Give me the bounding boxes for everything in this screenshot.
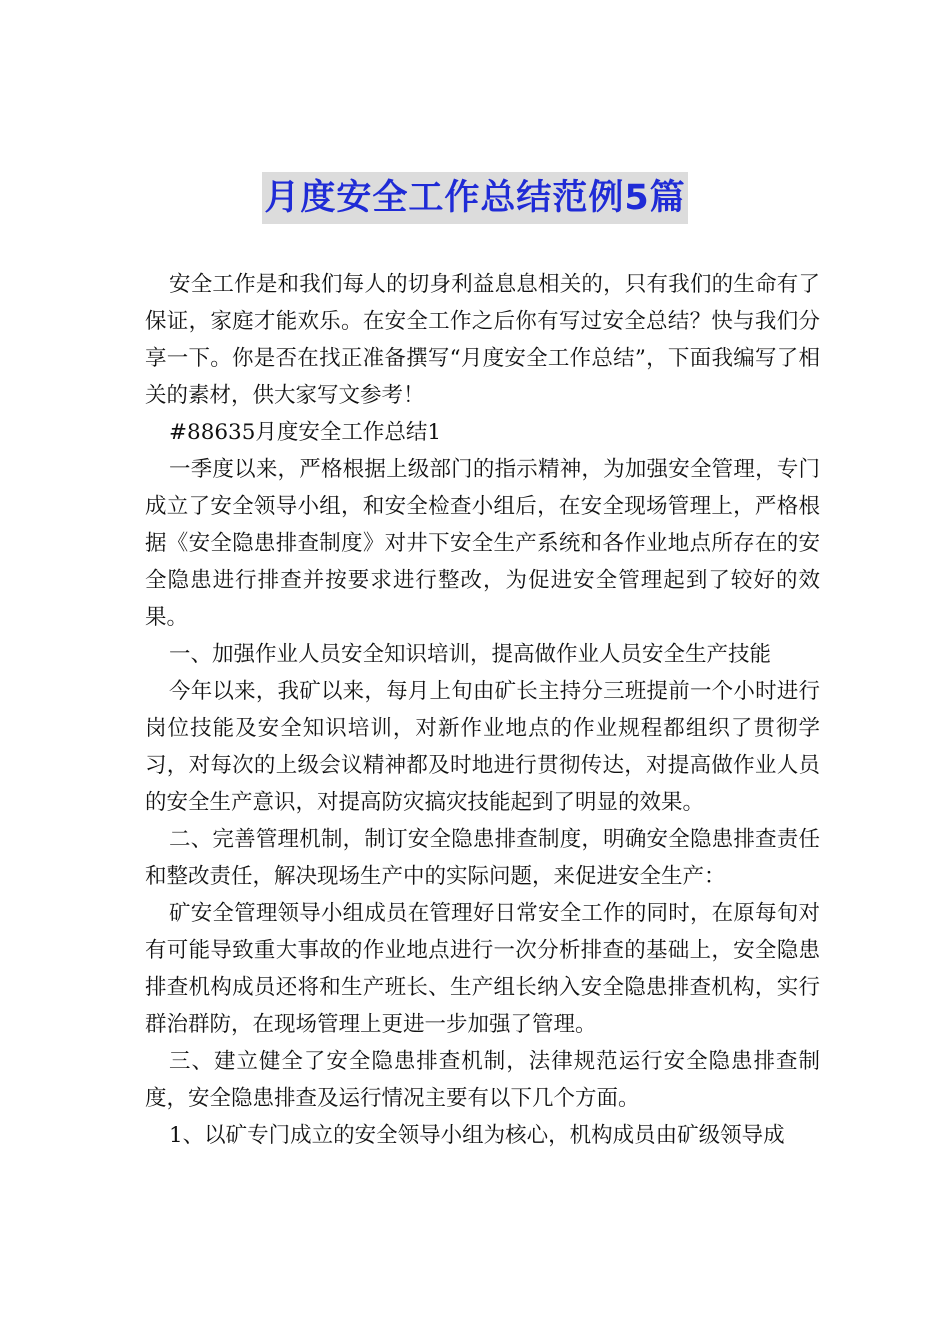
document-body — [145, 266, 820, 1154]
body-paragraph: 今年以来，我矿以来，每月上旬由矿长主持分三班提前一个小时进行岗位技能及安全知识培训，对新作业地点的作业规程都组织了贯彻学习，对每次的上级会议精神都及时地进行贯彻传达，对提高做作业人员的安全生产意识，对提高防灾搞灾技能起到了明显的效果。 — [145, 679, 820, 815]
list-item: 1、以矿专门成立的安全领导小组为核心，机构成员由矿级领导成 — [169, 1123, 785, 1148]
title-container — [0, 172, 950, 224]
intro-paragraph: 安全工作是和我们每人的切身利益息息相关的，只有我们的生命有了保证，家庭才能欢乐。在安全工作之后你有写过安全总结？快与我们分享一下。你是否在找正准备撰写“月度安全工作总结”，下面我编写了相关的素材，供大家写文参考！ — [145, 272, 820, 408]
subsection-heading: 二、完善管理机制，制订安全隐患排查制度，明确安全隐患排查责任和整改责任，解决现场生产中的实际问题，来促进安全生产： — [145, 827, 820, 889]
document-title: 月度安全工作总结范例5篇 — [262, 172, 687, 224]
section-heading: #88635月度安全工作总结1 — [169, 420, 442, 445]
subsection-heading: 一、加强作业人员安全知识培训，提高做作业人员安全生产技能 — [169, 642, 772, 667]
body-paragraph: 矿安全管理领导小组成员在管理好日常安全工作的同时，在原每旬对有可能导致重大事故的作业地点进行一次分析排查的基础上，安全隐患排查机构成员还将和生产班长、生产组长纳入安全隐患排查机构，实行群治群防，在现场管理上更进一步加强了管理。 — [145, 901, 820, 1037]
subsection-heading: 三、建立健全了安全隐患排查机制，法律规范运行安全隐患排查制度，安全隐患排查及运行情况主要有以下几个方面。 — [145, 1049, 820, 1111]
body-paragraph: 一季度以来，严格根据上级部门的指示精神，为加强安全管理，专门成立了安全领导小组，和安全检查小组后，在安全现场管理上，严格根据《安全隐患排查制度》对井下安全生产系统和各作业地点所存在的安全隐患进行排查并按要求进行整改，为促进安全管理起到了较好的效果。 — [145, 457, 820, 630]
